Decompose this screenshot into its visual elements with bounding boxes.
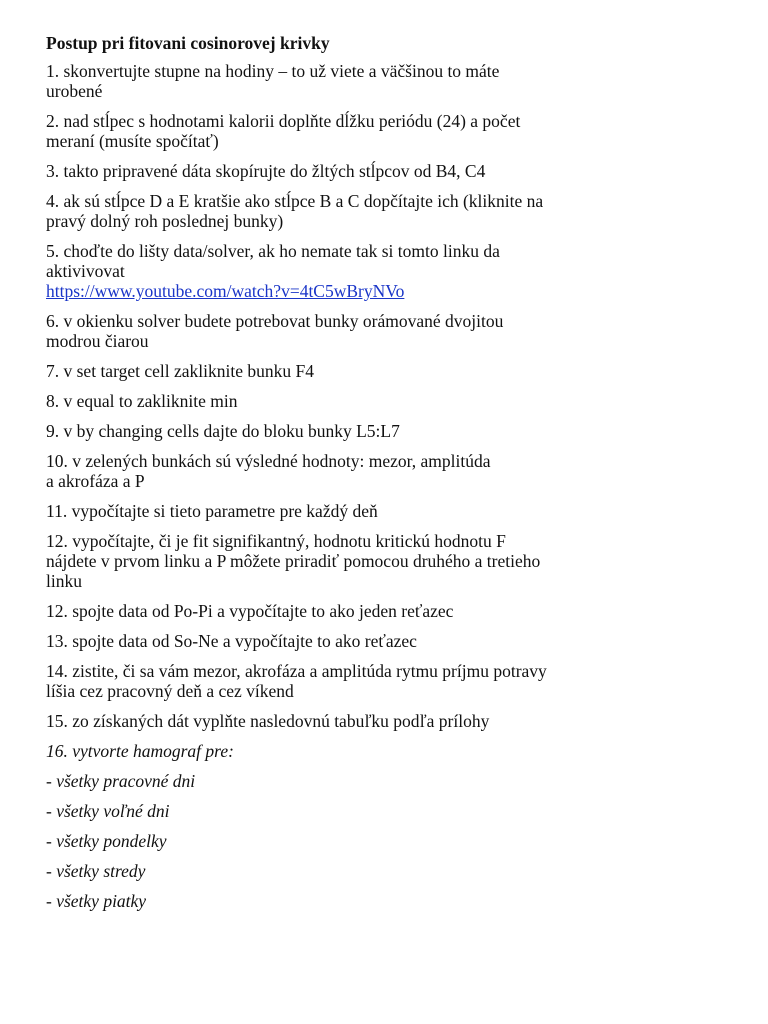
instruction-line: 3. takto pripravené dáta skopírujte do žltých stĺpcov od B4, C4 [46, 161, 486, 181]
instruction-item [46, 241, 746, 301]
instruction-item [46, 111, 746, 151]
instruction-line: 6. v okienku solver budete potrebovat bunky orámované dvojitou [46, 311, 504, 331]
instruction-item [46, 191, 746, 231]
instruction-item [46, 631, 746, 651]
instruction-line: 10. v zelených bunkách sú výsledné hodnoty: mezor, amplitúda [46, 451, 491, 471]
instruction-line: nájdete v prvom linku a P môžete priradiť pomocou druhého a tretieho [46, 551, 541, 571]
histogram-task-bullet [46, 771, 746, 791]
instruction-line: 12. vypočítajte, či je fit signifikantný, hodnotu kritickú hodnotu F [46, 531, 506, 551]
instruction-line: linku [46, 571, 82, 591]
italic-line: - všetky voľné dni [46, 801, 170, 821]
instruction-line: aktivivovat [46, 261, 125, 281]
histogram-task-heading [46, 741, 746, 761]
histogram-task-bullet [46, 831, 746, 851]
instruction-item [46, 531, 746, 591]
instruction-item [46, 61, 746, 101]
instruction-list [46, 61, 746, 731]
instruction-line: urobené [46, 81, 103, 101]
instruction-item [46, 451, 746, 491]
instruction-item [46, 711, 746, 731]
histogram-task-bullet [46, 801, 746, 821]
instruction-item [46, 391, 746, 411]
instruction-line: 9. v by changing cells dajte do bloku bunky L5:L7 [46, 421, 400, 441]
instruction-item [46, 361, 746, 381]
instruction-item [46, 661, 746, 701]
instruction-line: 15. zo získaných dát vyplňte nasledovnú tabuľku podľa prílohy [46, 711, 490, 731]
instruction-line: 2. nad stĺpec s hodnotami kalorii doplňte dĺžku periódu (24) a počet [46, 111, 521, 131]
instruction-item [46, 421, 746, 441]
instruction-line: modrou čiarou [46, 331, 149, 351]
italic-line: 16. vytvorte hamograf pre: [46, 741, 234, 761]
instruction-line: 4. ak sú stĺpce D a E kratšie ako stĺpce B a C dopčítajte ich (kliknite na [46, 191, 544, 211]
instruction-line: meraní (musíte spočítať) [46, 131, 219, 151]
italic-line: - všetky stredy [46, 861, 146, 881]
instruction-line: 11. vypočítajte si tieto parametre pre každý deň [46, 501, 378, 521]
instruction-item [46, 161, 746, 181]
instruction-line: 1. skonvertujte stupne na hodiny – to už viete a väčšinou to máte [46, 61, 500, 81]
instruction-item [46, 311, 746, 351]
italic-list [46, 741, 746, 911]
instruction-line: a akrofáza a P [46, 471, 145, 491]
youtube-link[interactable]: https://www.youtube.com/watch?v=4tC5wBryNVo [46, 281, 405, 301]
instruction-line: 7. v set target cell zakliknite bunku F4 [46, 361, 314, 381]
document-title: Postup pri fitovani cosinorovej krivky [46, 33, 330, 53]
instruction-line: 8. v equal to zakliknite min [46, 391, 238, 411]
instruction-line: 5. choďte do lišty data/solver, ak ho nemate tak si tomto linku da [46, 241, 500, 261]
instruction-item [46, 601, 746, 621]
italic-line: - všetky piatky [46, 891, 147, 911]
instruction-line: pravý dolný roh poslednej bunky) [46, 211, 284, 231]
document-page [46, 33, 746, 921]
instruction-line: 12. spojte data od Po-Pi a vypočítajte to ako jeden reťazec [46, 601, 454, 621]
instruction-line: 13. spojte data od So-Ne a vypočítajte to ako reťazec [46, 631, 417, 651]
histogram-task-bullet [46, 861, 746, 881]
histogram-task-bullet [46, 891, 746, 911]
instruction-line: 14. zistite, či sa vám mezor, akrofáza a amplitúda rytmu príjmu potravy [46, 661, 547, 681]
italic-line: - všetky pracovné dni [46, 771, 196, 791]
instruction-item [46, 501, 746, 521]
instruction-line: líšia cez pracovný deň a cez víkend [46, 681, 294, 701]
italic-line: - všetky pondelky [46, 831, 167, 851]
